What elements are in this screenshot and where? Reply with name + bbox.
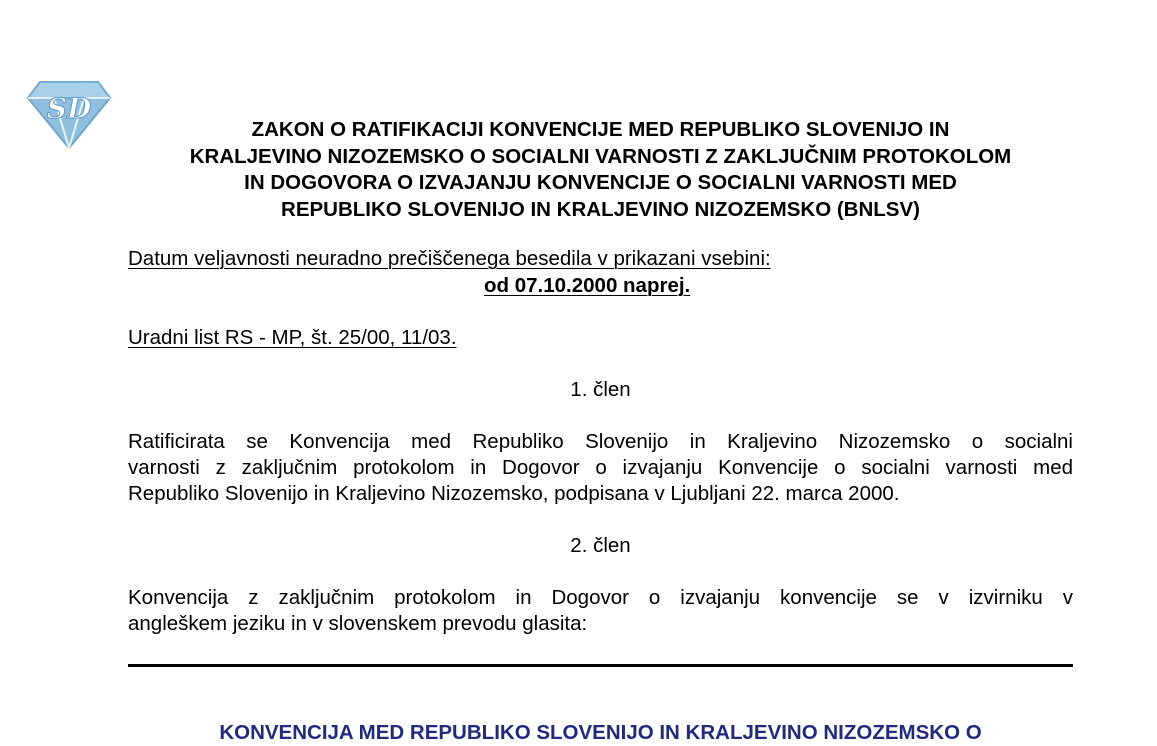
- validity-label: Datum veljavnosti neuradno prečiščenega besedila v prikazani vsebini:: [128, 247, 771, 270]
- article-1-heading: 1. člen: [570, 378, 631, 401]
- paragraph-line: angleškem jeziku in v slovenskem prevodu glasita:: [128, 612, 588, 635]
- title-line: ZAKON O RATIFIKACIJI KONVENCIJE MED REPUBLIKO SLOVENIJO IN: [251, 118, 950, 141]
- paragraph-line: Ratificirata se Konvencija med Republiko Slovenijo in Kraljevino Nizozemsko o socialni: [128, 430, 1073, 453]
- validity-date: od 07.10.2000 naprej.: [484, 274, 691, 297]
- sd-diamond-logo-icon: [26, 78, 112, 150]
- paragraph-line: Republiko Slovenijo in Kraljevino Nizozemsko, podpisana v Ljubljani 22. marca 2000.: [128, 482, 900, 505]
- title-line: KRALJEVINO NIZOZEMSKO O SOCIALNI VARNOSTI Z ZAKLJUČNIM PROTOKOLOM: [189, 144, 1012, 168]
- title-line: IN DOGOVORA O IZVAJANJU KONVENCIJE O SOCIALNI VARNOSTI MED: [244, 171, 957, 194]
- gazette-line: [128, 325, 1073, 351]
- validity-label-line: [128, 246, 1073, 272]
- law-title: [128, 117, 1073, 223]
- article-2-paragraph: [128, 585, 1073, 637]
- convention-section-title: KONVENCIJA MED REPUBLIKO SLOVENIJO IN KRALJEVINO NIZOZEMSKO O: [219, 721, 982, 744]
- gazette-reference: Uradni list RS - MP, št. 25/00, 11/03.: [128, 326, 457, 349]
- article-1-paragraph: [128, 429, 1073, 507]
- logo-lettering: SD: [46, 92, 92, 125]
- horizontal-divider: [128, 664, 1073, 667]
- article-2-heading: 2. člen: [570, 534, 631, 557]
- paragraph-line: Konvencija z zaključnim protokolom in Dogovor o izvajanju konvencije se v izvirniku v: [128, 586, 1073, 609]
- validity-date-line: [484, 273, 690, 299]
- title-line: REPUBLIKO SLOVENIJO IN KRALJEVINO NIZOZEMSKO (BNLSV): [281, 197, 920, 221]
- paragraph-line: varnosti z zaključnim protokolom in Dogovor o izvajanju Konvencije o socialni varnosti med: [128, 456, 1073, 479]
